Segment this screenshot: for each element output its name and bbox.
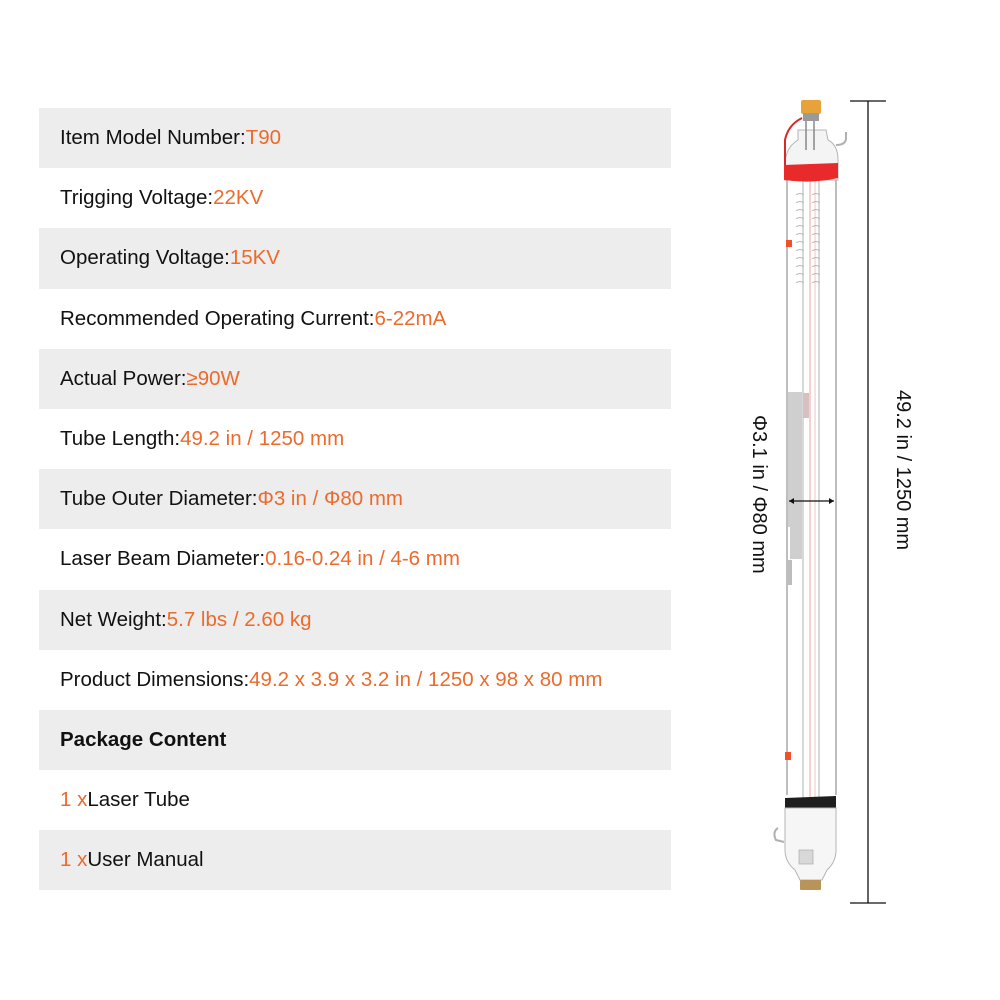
package-qty: 1 x bbox=[60, 788, 88, 812]
spec-value: 15KV bbox=[229, 246, 280, 270]
spec-value: 6-22mA bbox=[374, 306, 447, 330]
spec-value: 49.2 in / 1250 mm bbox=[180, 427, 345, 451]
spec-label: Tube Length: bbox=[60, 427, 181, 451]
package-item-laser-tube bbox=[39, 770, 671, 830]
package-content-heading bbox=[39, 710, 671, 770]
spec-label: Item Model Number: bbox=[60, 126, 246, 150]
spec-row-model bbox=[39, 108, 671, 168]
length-dimension-label: 49.2 in / 1250 mm bbox=[892, 390, 914, 551]
spec-row-beam-diameter bbox=[39, 529, 671, 589]
spec-value: T90 bbox=[245, 126, 282, 150]
top-electrode-cap bbox=[801, 100, 821, 114]
spec-label: Laser Beam Diameter: bbox=[60, 547, 266, 571]
package-heading-text: Package Content bbox=[60, 727, 227, 751]
spec-row-outer-diameter bbox=[39, 469, 671, 529]
spec-row-tube-length bbox=[39, 409, 671, 469]
bottom-electrode-cap bbox=[800, 880, 821, 890]
spec-row-net-weight bbox=[39, 590, 671, 650]
spec-value: 49.2 x 3.9 x 3.2 in / 1250 x 98 x 80 mm bbox=[249, 667, 603, 691]
spec-table bbox=[39, 108, 671, 890]
spec-label: Tube Outer Diameter: bbox=[60, 487, 258, 511]
diameter-dimension-label: Φ3.1 in / Φ80 mm bbox=[748, 415, 770, 574]
spec-value: Φ3 in / Φ80 mm bbox=[257, 487, 403, 511]
spec-label: Net Weight: bbox=[60, 607, 167, 631]
package-item-user-manual bbox=[39, 830, 671, 890]
spec-value: 22KV bbox=[213, 186, 264, 210]
laser-tube-illustration bbox=[760, 95, 910, 910]
spec-label: Recommended Operating Current: bbox=[60, 306, 375, 330]
spec-row-trigging-voltage bbox=[39, 168, 671, 228]
red-band bbox=[784, 163, 838, 182]
spec-value: 5.7 lbs / 2.60 kg bbox=[166, 607, 312, 631]
spec-row-actual-power bbox=[39, 349, 671, 409]
spec-row-operating-voltage bbox=[39, 228, 671, 288]
package-qty: 1 x bbox=[60, 848, 88, 872]
spec-label: Operating Voltage: bbox=[60, 246, 230, 270]
spec-row-dimensions bbox=[39, 650, 671, 710]
spec-row-operating-current bbox=[39, 289, 671, 349]
spec-value: 0.16-0.24 in / 4-6 mm bbox=[265, 547, 460, 571]
spec-label: Trigging Voltage: bbox=[60, 186, 214, 210]
spec-label: Product Dimensions: bbox=[60, 667, 250, 691]
spec-value: ≥90W bbox=[186, 366, 240, 390]
package-item-name: User Manual bbox=[87, 848, 204, 872]
spec-label: Actual Power: bbox=[60, 366, 187, 390]
package-item-name: Laser Tube bbox=[87, 788, 190, 812]
